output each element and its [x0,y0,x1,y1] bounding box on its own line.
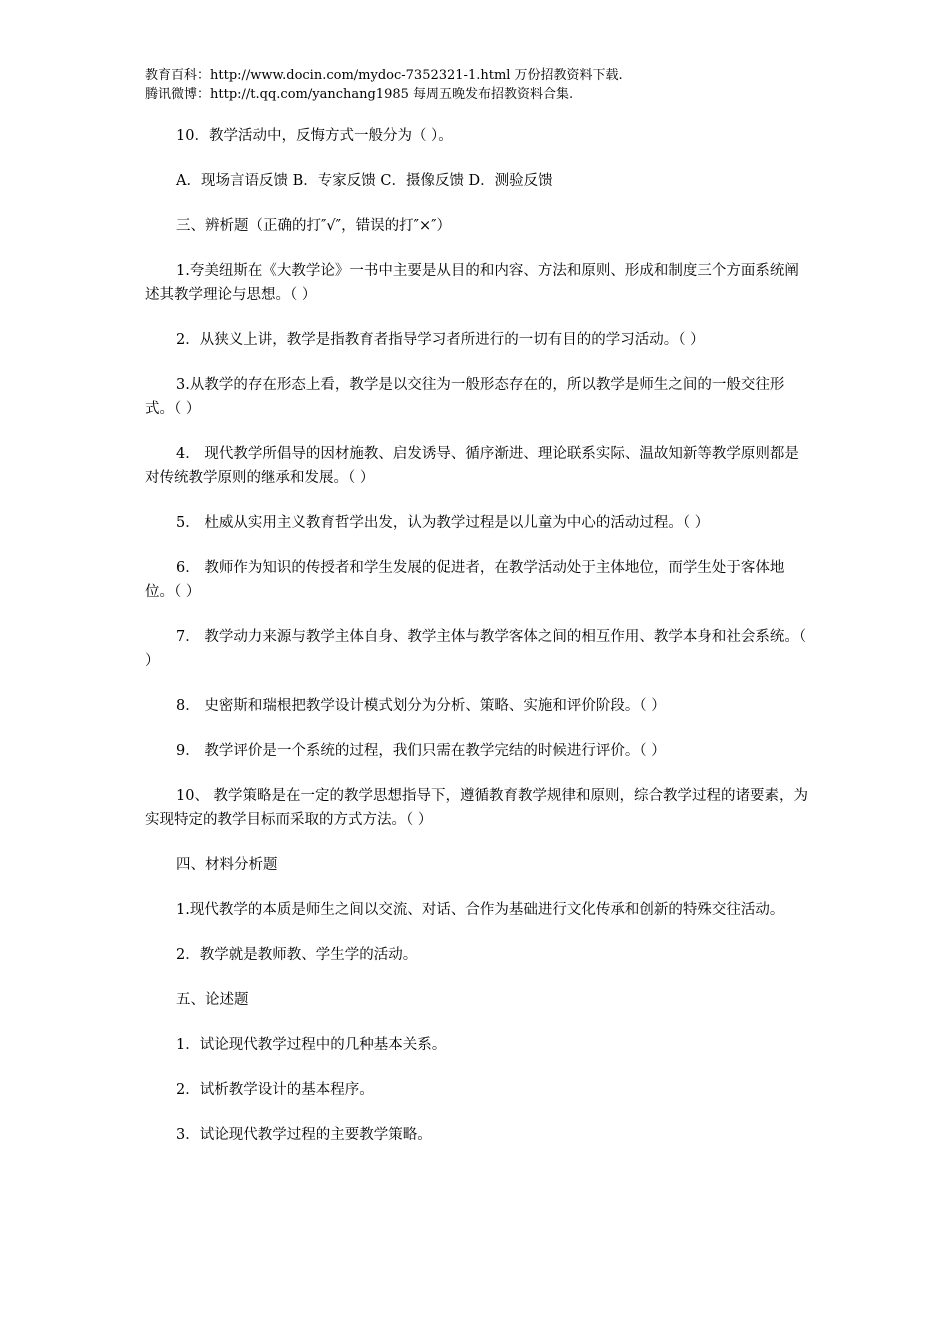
question-judge-6: 6． 教师作为知识的传授者和学生发展的促进者，在教学活动处于主体地位，而学生处于客体地位。（ ） [145,560,785,600]
question-judge-7: 7． 教学动力来源与教学主体自身、教学主体与教学客体之间的相互作用、教学本身和社会系统。（ ） [145,629,807,669]
question-analysis-2: 2．教学就是教师教、学生学的活动。 [176,947,418,963]
question-judge-9: 9． 教学评价是一个系统的过程，我们只需在教学完结的时候进行评价。（ ） [176,743,666,759]
question-judge-8: 8． 史密斯和瑞根把教学设计模式划分为分析、策略、实施和评价阶段。（ ） [176,698,666,714]
question-judge-4: 4． 现代教学所倡导的因材施教、启发诱导、循序渐进、理论联系实际、温故知新等教学原则都是对传统教学原则的继承和发展。（ ） [145,446,799,486]
question-essay-3: 3．试论现代教学过程的主要教学策略。 [176,1127,432,1143]
question-judge-10: 10、 教学策略是在一定的教学思想指导下，遵循教育教学规律和原则，综合教学过程的诸要素，为实现特定的教学目标而采取的方式方法。（ ） [145,788,809,828]
section-heading-3: 三、辨析题（正确的打″√″，错误的打″×″） [176,218,452,234]
question-judge-1: 1.夸美纽斯在《大教学论》一书中主要是从目的和内容、方法和原则、形成和制度三个方面系统阐述其教学理论与思想。（ ） [145,263,799,303]
header-line-docin: 教育百科：http://www.docin.com/mydoc-7352321-1.html 万份招教资料下载. [145,68,623,83]
question-judge-2: 2．从狭义上讲，教学是指教育者指导学习者所进行的一切有目的的学习活动。（ ） [176,332,705,348]
question-mc-10: 10．教学活动中，反悔方式一般分为（ ）。 [176,128,453,144]
question-mc-10-options: A．现场言语反馈 B．专家反馈 C．摄像反馈 D．测验反馈 [176,173,553,189]
question-judge-3: 3.从教学的存在形态上看，教学是以交往为一般形态存在的，所以教学是师生之间的一般交往形式。（ ） [145,377,785,417]
document-body [145,124,810,1168]
section-heading-4: 四、材料分析题 [176,857,278,873]
page-header [145,66,623,104]
question-essay-1: 1．试论现代教学过程中的几种基本关系。 [176,1037,447,1053]
header-line-weibo: 腾讯微博：http://t.qq.com/yanchang1985 每周五晚发布招教资料合集. [145,87,574,102]
question-essay-2: 2．试析教学设计的基本程序。 [176,1082,374,1098]
question-judge-5: 5． 杜威从实用主义教育哲学出发，认为教学过程是以儿童为中心的活动过程。（ ） [176,515,710,531]
question-analysis-1: 1.现代教学的本质是师生之间以交流、对话、合作为基础进行文化传承和创新的特殊交往活动。 [176,902,785,918]
section-heading-5: 五、论述题 [176,992,249,1008]
